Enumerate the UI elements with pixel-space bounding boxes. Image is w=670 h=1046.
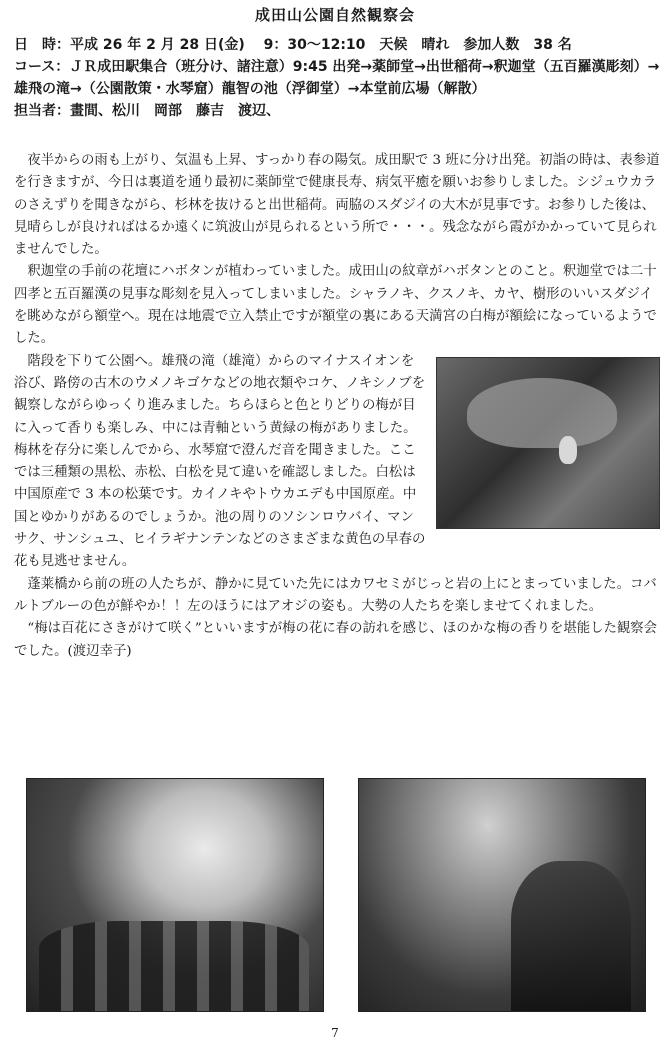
page-number: 7 [331,1026,339,1040]
course-line: コース：ＪＲ成田駅集合（班分け、諸注意）9:45 出発→薬師堂→出世稲荷→釈迦堂（五百羅漢彫刻）→雄飛の滝→（公園散策・水琴窟）龍智の池（浮御堂）→本堂前広場（解散） [14,59,660,97]
page-title: 成田山公園自然観察会 [254,6,415,24]
article-body [14,150,660,663]
paragraph-1: 夜半からの雨も上がり、気温も上昇、すっかり春の陽気。成田駅で 3 班に分け出発。初詣の時は、表参道を行きますが、今日は裏道を通り最初に薬師堂で健康長寿、病気平癒を願いお参りしました。シジュウカラのさえずりを聞きながら、杉林を抜けると出世稲荷。両脇のスダジイの大木が見事です。お参りした後は、見晴らしが良ければはるか遠くに筑波山が見られるという所で・・・。残念ながら霞がかかっていて見られませんでした。 [14,153,660,258]
plum-tree-observation-photo [358,778,646,1012]
observer-figures [511,861,631,1011]
paragraph-4: 蓬莱橋から前の班の人たちが、静かに見ていた先にはカワセミがじっと岩の上にとまっていました。コバルトブルーの色が鮮やか！！左のほうにはアオジの姿も。大勢の人たちを楽しませてくれました。 [14,576,657,614]
staff-line: 担当者：畫間、松川 岡部 藤吉 渡辺、 [14,103,280,119]
kingfisher-figure [559,436,577,464]
paragraph-2: 釈迦堂の手前の花壇にハボタンが植わっていました。成田山の紋章がハボタンとのこと。釈迦堂では二十四孝と五百羅漢の見事な彫刻を見入ってしまいました。シャラノキ、クスノキ、カヤ、樹形のいいスダジイを眺めながら額堂へ。現在は地震で立入禁止ですが額堂の裏にある天満宮の白梅が額絵になっているようでした。 [14,264,657,347]
group-figures [39,921,309,1011]
rock-shape [467,378,617,448]
paragraph-5: “梅は百花にさきがけて咲く”といいますが梅の花に春の訪れを感じ、ほのかな梅の香りを堪能した観察会でした。(渡辺幸子) [14,621,658,659]
kingfisher-photo [436,357,660,529]
group-plum-photo [26,778,324,1012]
event-info [14,34,660,122]
paragraph-3: 階段を下りて公園へ。雄飛の滝（雄滝）からのマイナスイオンを浴び、路傍の古木のウメノキゴケなどの地衣類やコケ、ノキシノブを観察しながらゆっくり進みました。ちらほらと色とりどりの梅が目に入って香りも楽しみ、中には青軸という黄緑の梅がありました。梅林を存分に楽しんでから、水琴窟で澄んだ音を聞きました。ここでは三種類の黒松、赤松、白松を見て違いを確認しました。白松は中国原産で 3 本の松葉です。カイノキやトウカエデも中国原産。中国とゆかりがあるのでしょうか。池の周りのソシンロウバイ、マンサク、サンシュユ、ヒイラギナンテンなどのさまざまな黄色の早春の花も見逃せません。 [14,353,426,570]
date-line: 日 時：平成 26 年 2 月 28 日(金) 9：30～12:10 天候 晴れ 参加人数 38 名 [14,37,572,53]
